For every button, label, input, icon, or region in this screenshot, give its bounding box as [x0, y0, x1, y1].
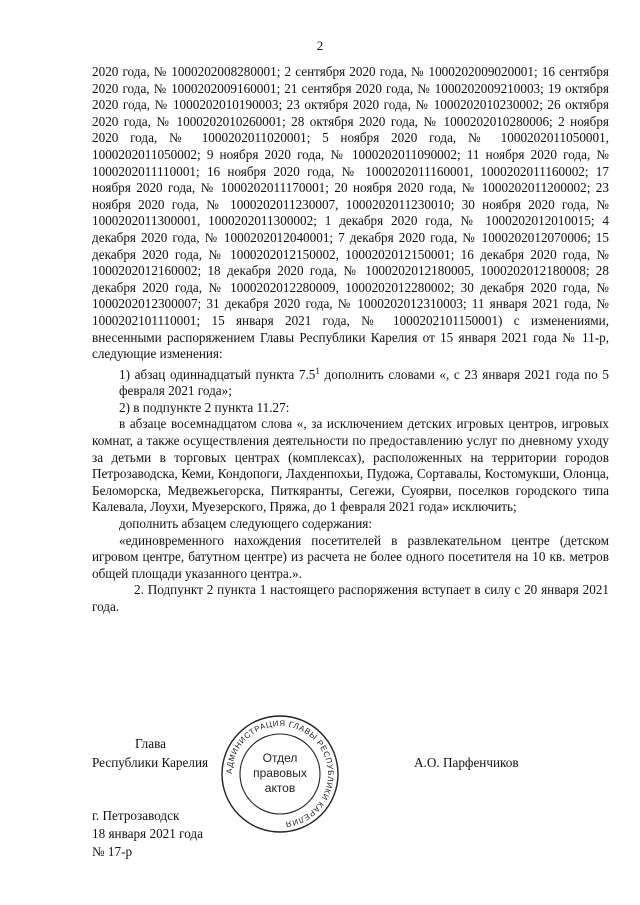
- stamp-center-line1: Отдел: [262, 751, 298, 765]
- signature-title-line1: Глава: [135, 736, 166, 751]
- clause-2: 2. Подпункт 2 пункта 1 настоящего распоряжения вступает в силу с 20 января 2021 года.: [92, 582, 609, 614]
- stamp-ring-text: АДМИНИСТРАЦИЯ ГЛАВЫ РЕСПУБЛИКИ КАРЕЛИЯ: [224, 718, 336, 829]
- stamp-center-line3: актов: [264, 781, 296, 795]
- signer-name: А.О. Парфенчиков: [414, 755, 519, 770]
- footer-number: № 17-р: [92, 844, 133, 859]
- paragraph-dates: 2020 года, № 1000202008280001; 2 сентября 2020 года, № 1000202009020001; 16 сентября 2020 года, № 1000202009160001; 21 сентября 2020 года, № 1000202009210003; 19 октября 2020 года, № 1000202010190003; 23 октября 2020 года, № 1000202010230002; 26 октября 2020 года, № 1000202010260001; 28 октября 2020 года, № 1000202010280006; 2 ноября 2020 года, № 1000202011020001; 5 ноября 2020 года, № 1000202011050001, 1000202011050002; 9 ноября 2020 года, № 1000202011090002; 11 ноября 2020 года, № 1000202011110001; 16 ноября 2020 года, № 1000202011160001, 1000202011160002; 17 ноября 2020 года, № 1000202011170001; 20 ноября 2020 года, № 1000202011200002; 23 ноября 2020 года, № 1000202011230007, 1000202011230010; 30 ноября 2020 года, № 1000202011300001, 1000202011300002; 1 декабря 2020 года, № 1000202012010015; 4 декабря 2020 года, № 1000202012040001; 7 декабря 2020 года, № 1000202012070006; 15 декабря 2020 года, № 1000202012150002, 1000202012150001; 16 декабря 2020 года, № 1000202012160002; 18 декабря 2020 года, № 1000202012180005, 1000202012180008; 28 декабря 2020 года, № 1000202012280009, 1000202012280002; 30 декабря 2020 года, № 1000202012300007; 31 декабря 2020 года, № 1000202012310003; 11 января 2021 года, № 1000202101110001; 15 января 2021 года, № 1000202101150001) с изменениями, внесенными распоряжением Главы Республики Карелия от 15 января 2021 года № 11-р, следующие изменения:: [92, 64, 609, 362]
- item-1-superscript: 1: [315, 365, 320, 376]
- item-1: [92, 363, 609, 400]
- document-body: [92, 64, 609, 616]
- footer-city: г. Петрозаводск: [92, 808, 180, 823]
- signature-title-line2: Республики Карелия: [92, 755, 209, 770]
- item-1-suffix: дополнить словами «, с 23 января 2021 года по 5 февраля 2021 года»;: [119, 366, 610, 399]
- footer-date: 18 января 2021 года: [92, 826, 203, 841]
- stamp-center-line2: правовых: [253, 766, 307, 780]
- item-2: 2) в подпункте 2 пункта 11.27:: [119, 399, 290, 415]
- page-number: 2: [316, 38, 324, 53]
- quoted-paragraph: «единовременного нахождения посетителей в развлекательном центре (детском игровом центре, батутном центре) из расчета не более одного посетителя на 10 кв. метров общей площади указанного центра.».: [92, 532, 609, 581]
- item-1-prefix: 1) абзац одиннадцатый пункта 7.5: [119, 366, 316, 382]
- add-paragraph-text: дополнить абзацем следующего содержания:: [119, 516, 373, 532]
- official-stamp: [218, 712, 342, 836]
- item-2-text: в абзаце восемнадцатом слова «, за исключением детских игровых центров, игровых комнат, а также осуществления деятельности по предоставлению услуг по дневному уходу за детьми в торговых центрах (комплексах), расположенных на территории городов Петрозаводска, Кеми, Кондопоги, Лахденпохьи, Пудожа, Сортавалы, Костомукши, Олонца, Беломорска, Медвежьегорска, Питкяранты, Сегежи, Суоярви, поселков городского типа Калевала, Лоухи, Муезерского, Пряжа, до 1 февраля 2021 года» исключить;: [92, 416, 609, 515]
